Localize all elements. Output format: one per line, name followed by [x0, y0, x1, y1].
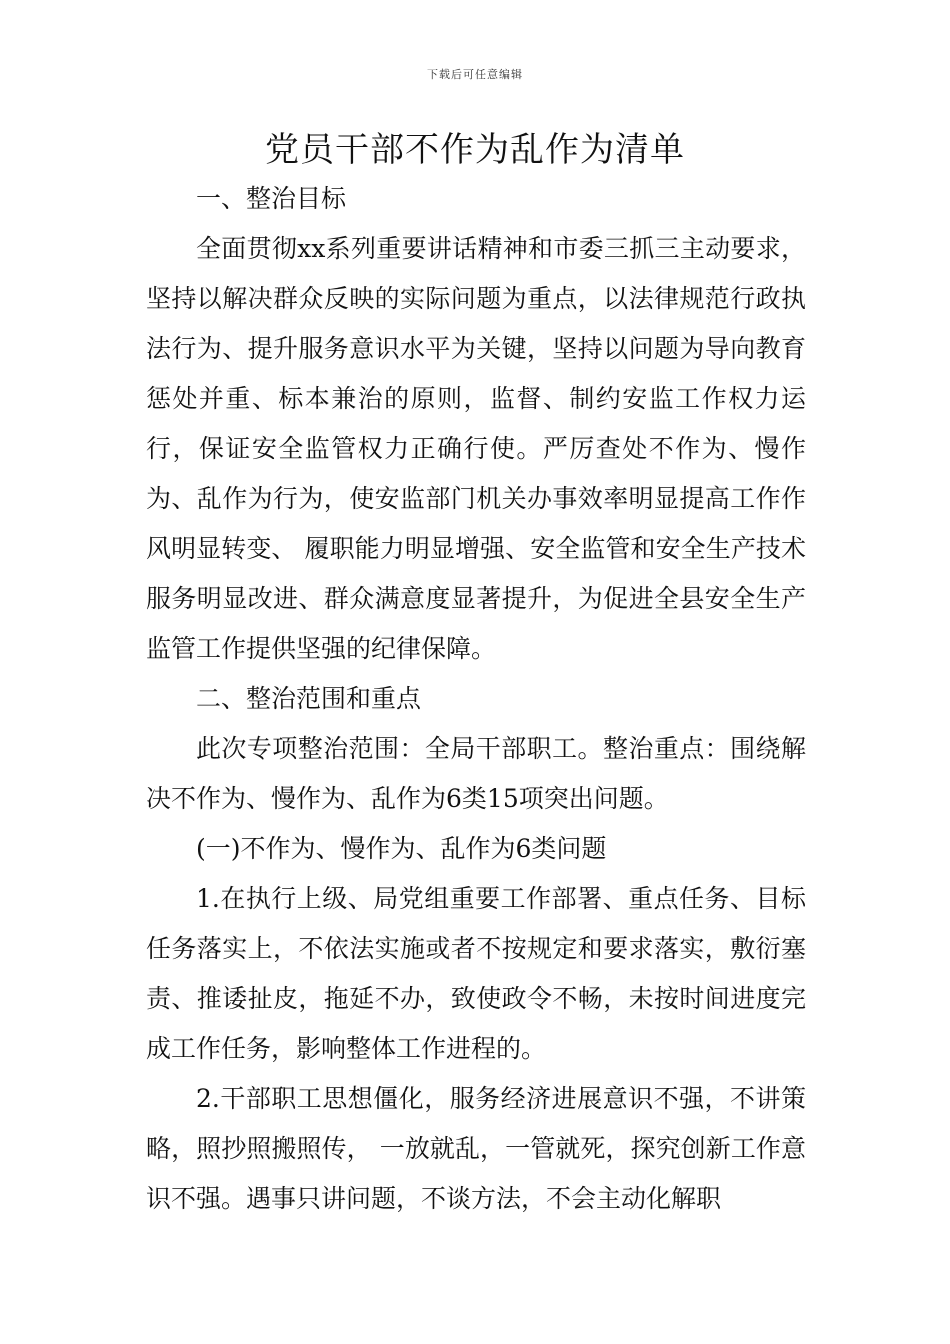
subsection-heading-problems: (一)不作为、慢作为、乱作为6类问题 — [196, 834, 607, 863]
section-heading-scope: 二、整治范围和重点 — [196, 684, 422, 713]
paragraph-goals: 全面贯彻xx系列重要讲话精神和市委三抓三主动要求，坚持以解决群众反映的实际问题为重点，以法律规范行政执法行为、提升服务意识水平为关键，坚持以问题为导向教育惩处并重、标本兼治的原则，监督、制约安监工作权力运行，保证安全监管权力正确行使。严厉查处不作为、慢作为、乱作为行为，使安监部门机关办事效率明显提高工作作风明显转变、 履职能力明显增强、安全监管和安全生产技术服务明显改进、群众满意度显著提升，为促进全县安全生产监管工作提供坚强的纪律保障。 — [146, 234, 806, 663]
document-body — [146, 174, 806, 1224]
paragraph-scope: 此次专项整治范围：全局干部职工。整治重点：围绕解决不作为、慢作为、乱作为6类15项突出问题。 — [146, 734, 806, 813]
document-title: 党员干部不作为乱作为清单 — [265, 130, 685, 170]
list-item-1: 1.在执行上级、局党组重要工作部署、重点任务、目标任务落实上，不依法实施或者不按规定和要求落实，敷衍塞责、推诿扯皮，拖延不办，致使政令不畅，未按时间进度完成工作任务，影响整体工作进程的。 — [146, 884, 806, 1063]
section-heading-goals: 一、整治目标 — [196, 184, 347, 213]
list-item-2: 2.干部职工思想僵化，服务经济进展意识不强，不讲策略，照抄照搬照传， 一放就乱，一管就死，探究创新工作意识不强。遇事只讲问题，不谈方法，不会主动化解职 — [146, 1084, 806, 1213]
header-note: 下载后可任意编辑 — [427, 68, 523, 81]
